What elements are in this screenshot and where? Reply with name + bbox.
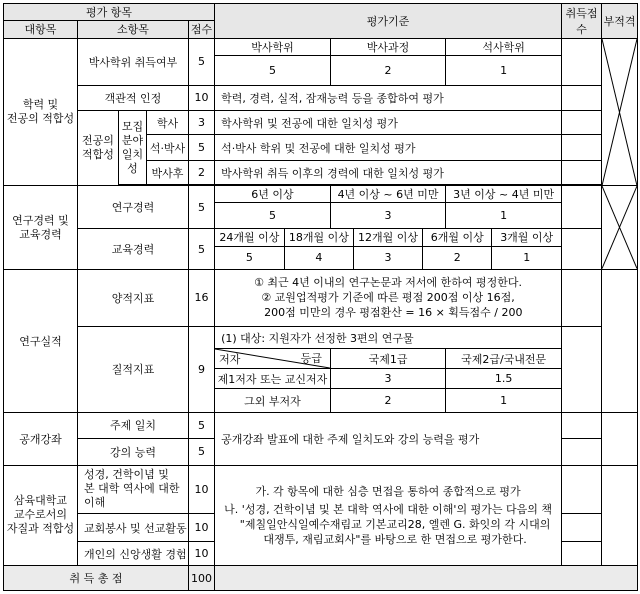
s1-masters-criteria: 석·박사 학위 및 전공에 대한 일치성 평가 <box>215 135 562 160</box>
s3-quantity-points: 16 <box>189 269 215 326</box>
s4-signer-cell[interactable] <box>602 412 638 465</box>
s3-quantity-criteria <box>215 269 562 326</box>
s5-item3-label: 개인의 신앙생활 경험 <box>78 541 189 565</box>
s2-research-criteria <box>215 186 562 229</box>
quality-row-label: 제1저자 또는 교신저자 <box>215 369 330 389</box>
s1-degree-label: 박사학위 취득여부 <box>78 38 189 85</box>
quality-grade-header: 등급 <box>300 352 322 366</box>
s4-ability-points: 5 <box>189 439 215 465</box>
s1-earned-cell[interactable] <box>562 38 602 85</box>
s1-masters-label: 석·박사 <box>147 135 189 160</box>
teaching-col-label: 18개월 이상 <box>284 229 353 246</box>
s1-postdoc-criteria: 박사학위 취득 이후의 경력에 대한 일치성 평가 <box>215 160 562 184</box>
teaching-score-table <box>215 229 561 269</box>
quality-row-value: 1 <box>446 389 561 412</box>
s1-bachelor-criteria: 학사학위 및 전공에 대한 일치성 평가 <box>215 110 562 134</box>
s3-quality-label: 질적지표 <box>78 326 189 412</box>
header-earned: 취득점수 <box>562 4 602 39</box>
s3-quantity-label: 양적지표 <box>78 269 189 326</box>
research-col-value: 5 <box>215 203 330 228</box>
s1-major-fit: 전공의 적합성 <box>78 110 119 185</box>
s3-earned-cell[interactable] <box>562 269 602 326</box>
s1-category: 학력 및 전공의 적합성 <box>4 38 78 186</box>
evaluation-table <box>3 3 638 591</box>
quantity-note: ① 최근 4년 이내의 연구논문과 저서에 한하여 평정한다. <box>254 276 523 290</box>
quality-col-label: 국제2급/국내전문 <box>446 349 561 369</box>
s5-earned-cell[interactable] <box>562 465 602 514</box>
quality-row-value: 3 <box>330 369 445 389</box>
s5-item1-label: 성경, 건학이념 및 본 대학 역사에 대한 이해 <box>78 465 189 514</box>
research-col-label: 3년 이상 ~ 4년 미만 <box>446 186 561 203</box>
s1-earned-cell[interactable] <box>562 160 602 184</box>
s3-earned-cell[interactable] <box>562 326 602 412</box>
quantity-note: 200점 미만의 경우 평점환산 = 16 × 획득점수 / 200 <box>253 306 523 320</box>
research-col-label: 4년 이상 ~ 6년 미만 <box>330 186 445 203</box>
cross-mark-icon <box>602 186 637 269</box>
header-points: 점수 <box>189 21 215 38</box>
research-col-value: 1 <box>446 203 561 228</box>
s2-earned-cell[interactable] <box>562 229 602 270</box>
degree-score-table <box>215 39 561 85</box>
teaching-col-value: 4 <box>284 246 353 269</box>
teaching-col-label: 6개월 이상 <box>423 229 492 246</box>
s4-category: 공개강좌 <box>4 412 78 465</box>
s5-criteria <box>215 465 562 566</box>
s1-degree-points: 5 <box>189 38 215 85</box>
teaching-col-value: 3 <box>353 246 422 269</box>
s5-signer-cell[interactable] <box>602 465 638 566</box>
teaching-col-value: 5 <box>215 246 284 269</box>
s2-earned-cell[interactable] <box>562 186 602 229</box>
research-col-value: 3 <box>330 203 445 228</box>
s1-objective-points: 10 <box>189 85 215 110</box>
s4-topic-points: 5 <box>189 412 215 438</box>
s1-earned-cell[interactable] <box>562 110 602 134</box>
s5-note: 가. 각 항목에 대한 심층 면접을 통하여 종합적으로 평가 <box>255 484 521 498</box>
total-points: 100 <box>189 566 215 591</box>
s5-item3-points: 10 <box>189 541 215 565</box>
s5-note: 나. '성경, 건학이념 및 본 대학 역사에 대한 이해'의 평가는 다음의 책 <box>224 502 552 516</box>
s1-objective-criteria: 학력, 경력, 실적, 잠재능력 등을 종합하여 평가 <box>215 85 562 110</box>
s1-sub-fit: 모집 분야 일치성 <box>119 110 147 184</box>
header-minor: 소항목 <box>78 21 189 38</box>
degree-col-label: 석사학위 <box>446 39 561 56</box>
s5-earned-cell[interactable] <box>562 541 602 565</box>
teaching-col-value: 2 <box>423 246 492 269</box>
header-signer: 부적격 <box>602 4 638 39</box>
total-label: 취 득 총 점 <box>4 566 189 591</box>
s4-earned-cell[interactable] <box>562 439 602 465</box>
s2-teaching-points: 5 <box>189 229 215 270</box>
s2-category: 연구경력 및 교육경력 <box>4 186 78 270</box>
s1-bachelor-points: 3 <box>189 110 215 134</box>
s2-crossed-cell <box>602 186 638 270</box>
header-criteria: 평가기준 <box>215 4 562 39</box>
degree-col-value: 5 <box>215 55 330 84</box>
s2-teaching-label: 교육경력 <box>78 229 189 270</box>
s1-earned-cell[interactable] <box>562 135 602 160</box>
total-value-cell[interactable] <box>215 566 638 591</box>
s3-quality-points: 9 <box>189 326 215 412</box>
s5-earned-cell[interactable] <box>562 514 602 542</box>
s5-item2-points: 10 <box>189 514 215 542</box>
s2-research-points: 5 <box>189 186 215 229</box>
s5-item2-label: 교회봉사 및 선교활동 <box>78 514 189 542</box>
s3-category: 연구실적 <box>4 269 78 412</box>
degree-col-label: 박사과정 <box>330 39 445 56</box>
cross-mark-icon <box>602 39 637 186</box>
s1-degree-criteria <box>215 38 562 85</box>
quality-note: (1) 대상: 지원자가 선정한 3편의 연구물 <box>215 327 561 349</box>
s3-quality-criteria <box>215 326 562 412</box>
header-major: 대항목 <box>4 21 78 38</box>
s1-masters-points: 5 <box>189 135 215 160</box>
teaching-col-label: 12개월 이상 <box>353 229 422 246</box>
s4-criteria: 공개강좌 발표에 대한 주제 일치도와 강의 능력을 평가 <box>215 412 562 465</box>
s1-postdoc-label: 박사후 <box>147 160 189 184</box>
s5-note: "제칠일안식일예수재림교 기본교리28, 엘렌 G. 화잇의 각 시대의 <box>225 517 551 531</box>
degree-col-value: 1 <box>446 55 561 84</box>
degree-col-label: 박사학위 <box>215 39 330 56</box>
quality-author-header: 저자 <box>219 353 241 367</box>
quality-corner-header <box>215 349 330 369</box>
quantity-note: ② 교원업적평가 기준에 따른 평점 200점 이상 16점, <box>261 291 515 305</box>
s4-earned-cell[interactable] <box>562 412 602 438</box>
quality-score-table <box>215 327 561 412</box>
research-col-label: 6년 이상 <box>215 186 330 203</box>
s5-category: 삼육대학교 교수로서의 자질과 적합성 <box>4 465 78 566</box>
degree-col-value: 2 <box>330 55 445 84</box>
quality-col-label: 국제1급 <box>330 349 445 369</box>
s4-ability-label: 강의 능력 <box>78 439 189 465</box>
s1-bachelor-label: 학사 <box>147 110 189 134</box>
s2-research-label: 연구경력 <box>78 186 189 229</box>
teaching-col-value: 1 <box>492 246 561 269</box>
s5-note: 대쟁투, 재림교회사"를 바탕으로 한 면접으로 평가한다. <box>249 532 527 546</box>
s1-earned-cell[interactable] <box>562 85 602 110</box>
teaching-col-label: 24개월 이상 <box>215 229 284 246</box>
s5-item1-points: 10 <box>189 465 215 514</box>
teaching-col-label: 3개월 이상 <box>492 229 561 246</box>
research-score-table <box>215 186 561 228</box>
quality-row-label: 그외 부저자 <box>215 389 330 412</box>
s1-crossed-cell <box>602 38 638 186</box>
quality-row-value: 1.5 <box>446 369 561 389</box>
s1-objective-label: 객관적 인정 <box>78 85 189 110</box>
quality-row-value: 2 <box>330 389 445 412</box>
s3-signer-cell[interactable] <box>602 269 638 412</box>
s1-postdoc-points: 2 <box>189 160 215 184</box>
header-eval-items: 평가 항목 <box>4 4 215 21</box>
s4-topic-label: 주제 일치 <box>78 412 189 438</box>
s2-teaching-criteria <box>215 229 562 270</box>
